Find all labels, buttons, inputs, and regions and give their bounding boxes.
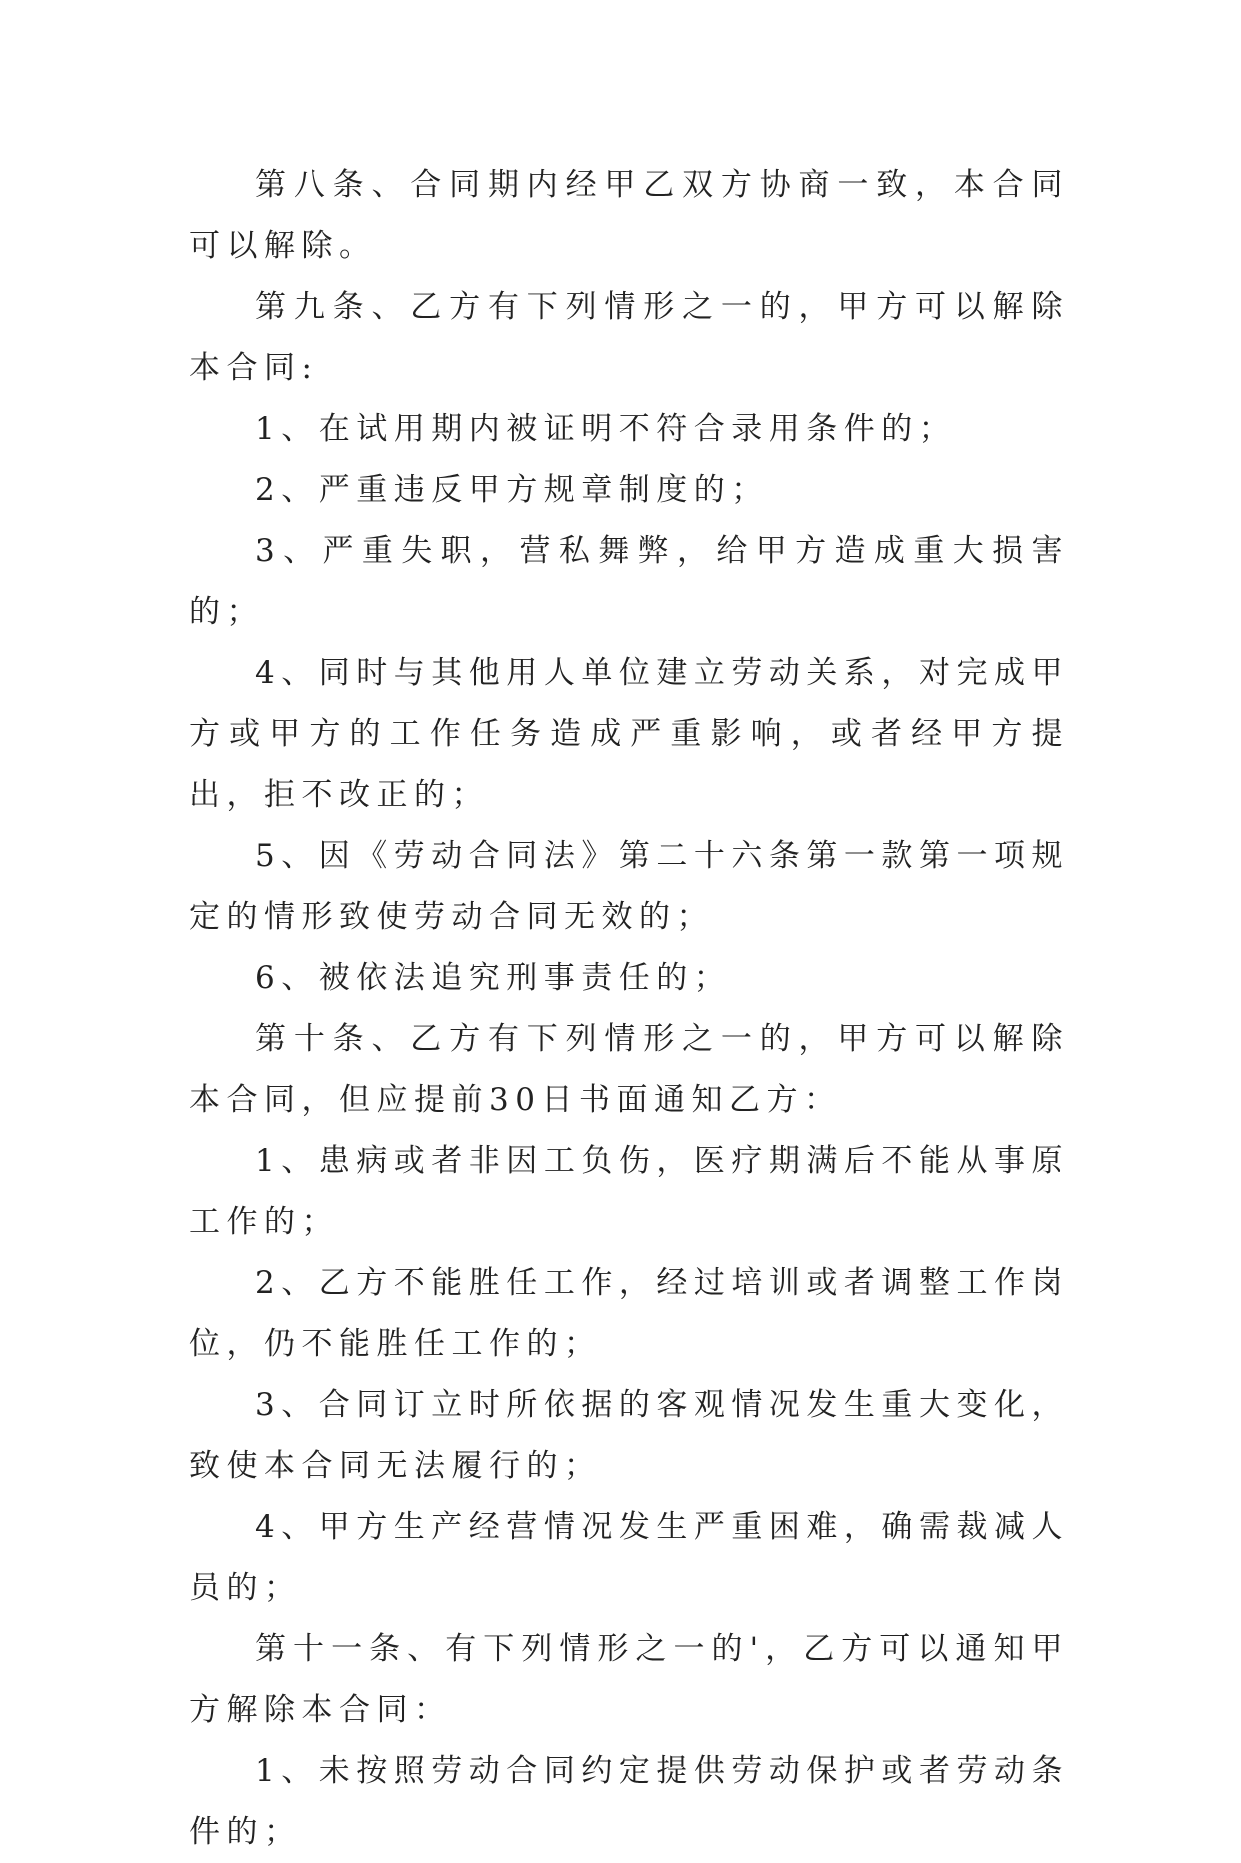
list-item: 4、甲方生产经营情况发生严重困难，确需裁减人员的； [189,1509,1069,1606]
paragraph-article-9: 第九条、乙方有下列情形之一的，甲方可以解除本合同: [189,289,1069,386]
list-item: 3、合同订立时所依据的客观情况发生重大变化，致使本合同无法履行的； [189,1387,1069,1484]
paragraph-article-10: 第十条、乙方有下列情形之一的，甲方可以解除本合同，但应提前30日书面通知乙方： [189,1021,1069,1118]
list-item: 3、严重失职，营私舞弊，给甲方造成重大损害的； [189,533,1069,630]
list-item: 1、患病或者非因工负伤，医疗期满后不能从事原工作的； [189,1143,1069,1240]
list-item: 2、乙方不能胜任工作，经过培训或者调整工作岗位，仍不能胜任工作的； [189,1265,1069,1362]
paragraph-article-8: 第八条、合同期内经甲乙双方协商一致，本合同可以解除。 [189,167,1069,264]
document-body [189,155,1069,1863]
list-item: 6、被依法追究刑事责任的； [255,960,732,996]
list-item: 2、严重违反甲方规章制度的； [255,472,769,508]
list-item: 5、因《劳动合同法》第二十六条第一款第一项规定的情形致使劳动合同无效的； [189,838,1069,935]
list-item: 1、在试用期内被证明不符合录用条件的； [255,411,957,447]
paragraph-article-11: 第十一条、有下列情形之一的'，乙方可以通知甲方解除本合同： [189,1631,1069,1728]
list-item: 4、同时与其他用人单位建立劳动关系，对完成甲方或甲方的工作任务造成严重影响，或者经甲方提出，拒不改正的； [189,655,1069,813]
list-item: 1、未按照劳动合同约定提供劳动保护或者劳动条件的； [189,1753,1069,1850]
